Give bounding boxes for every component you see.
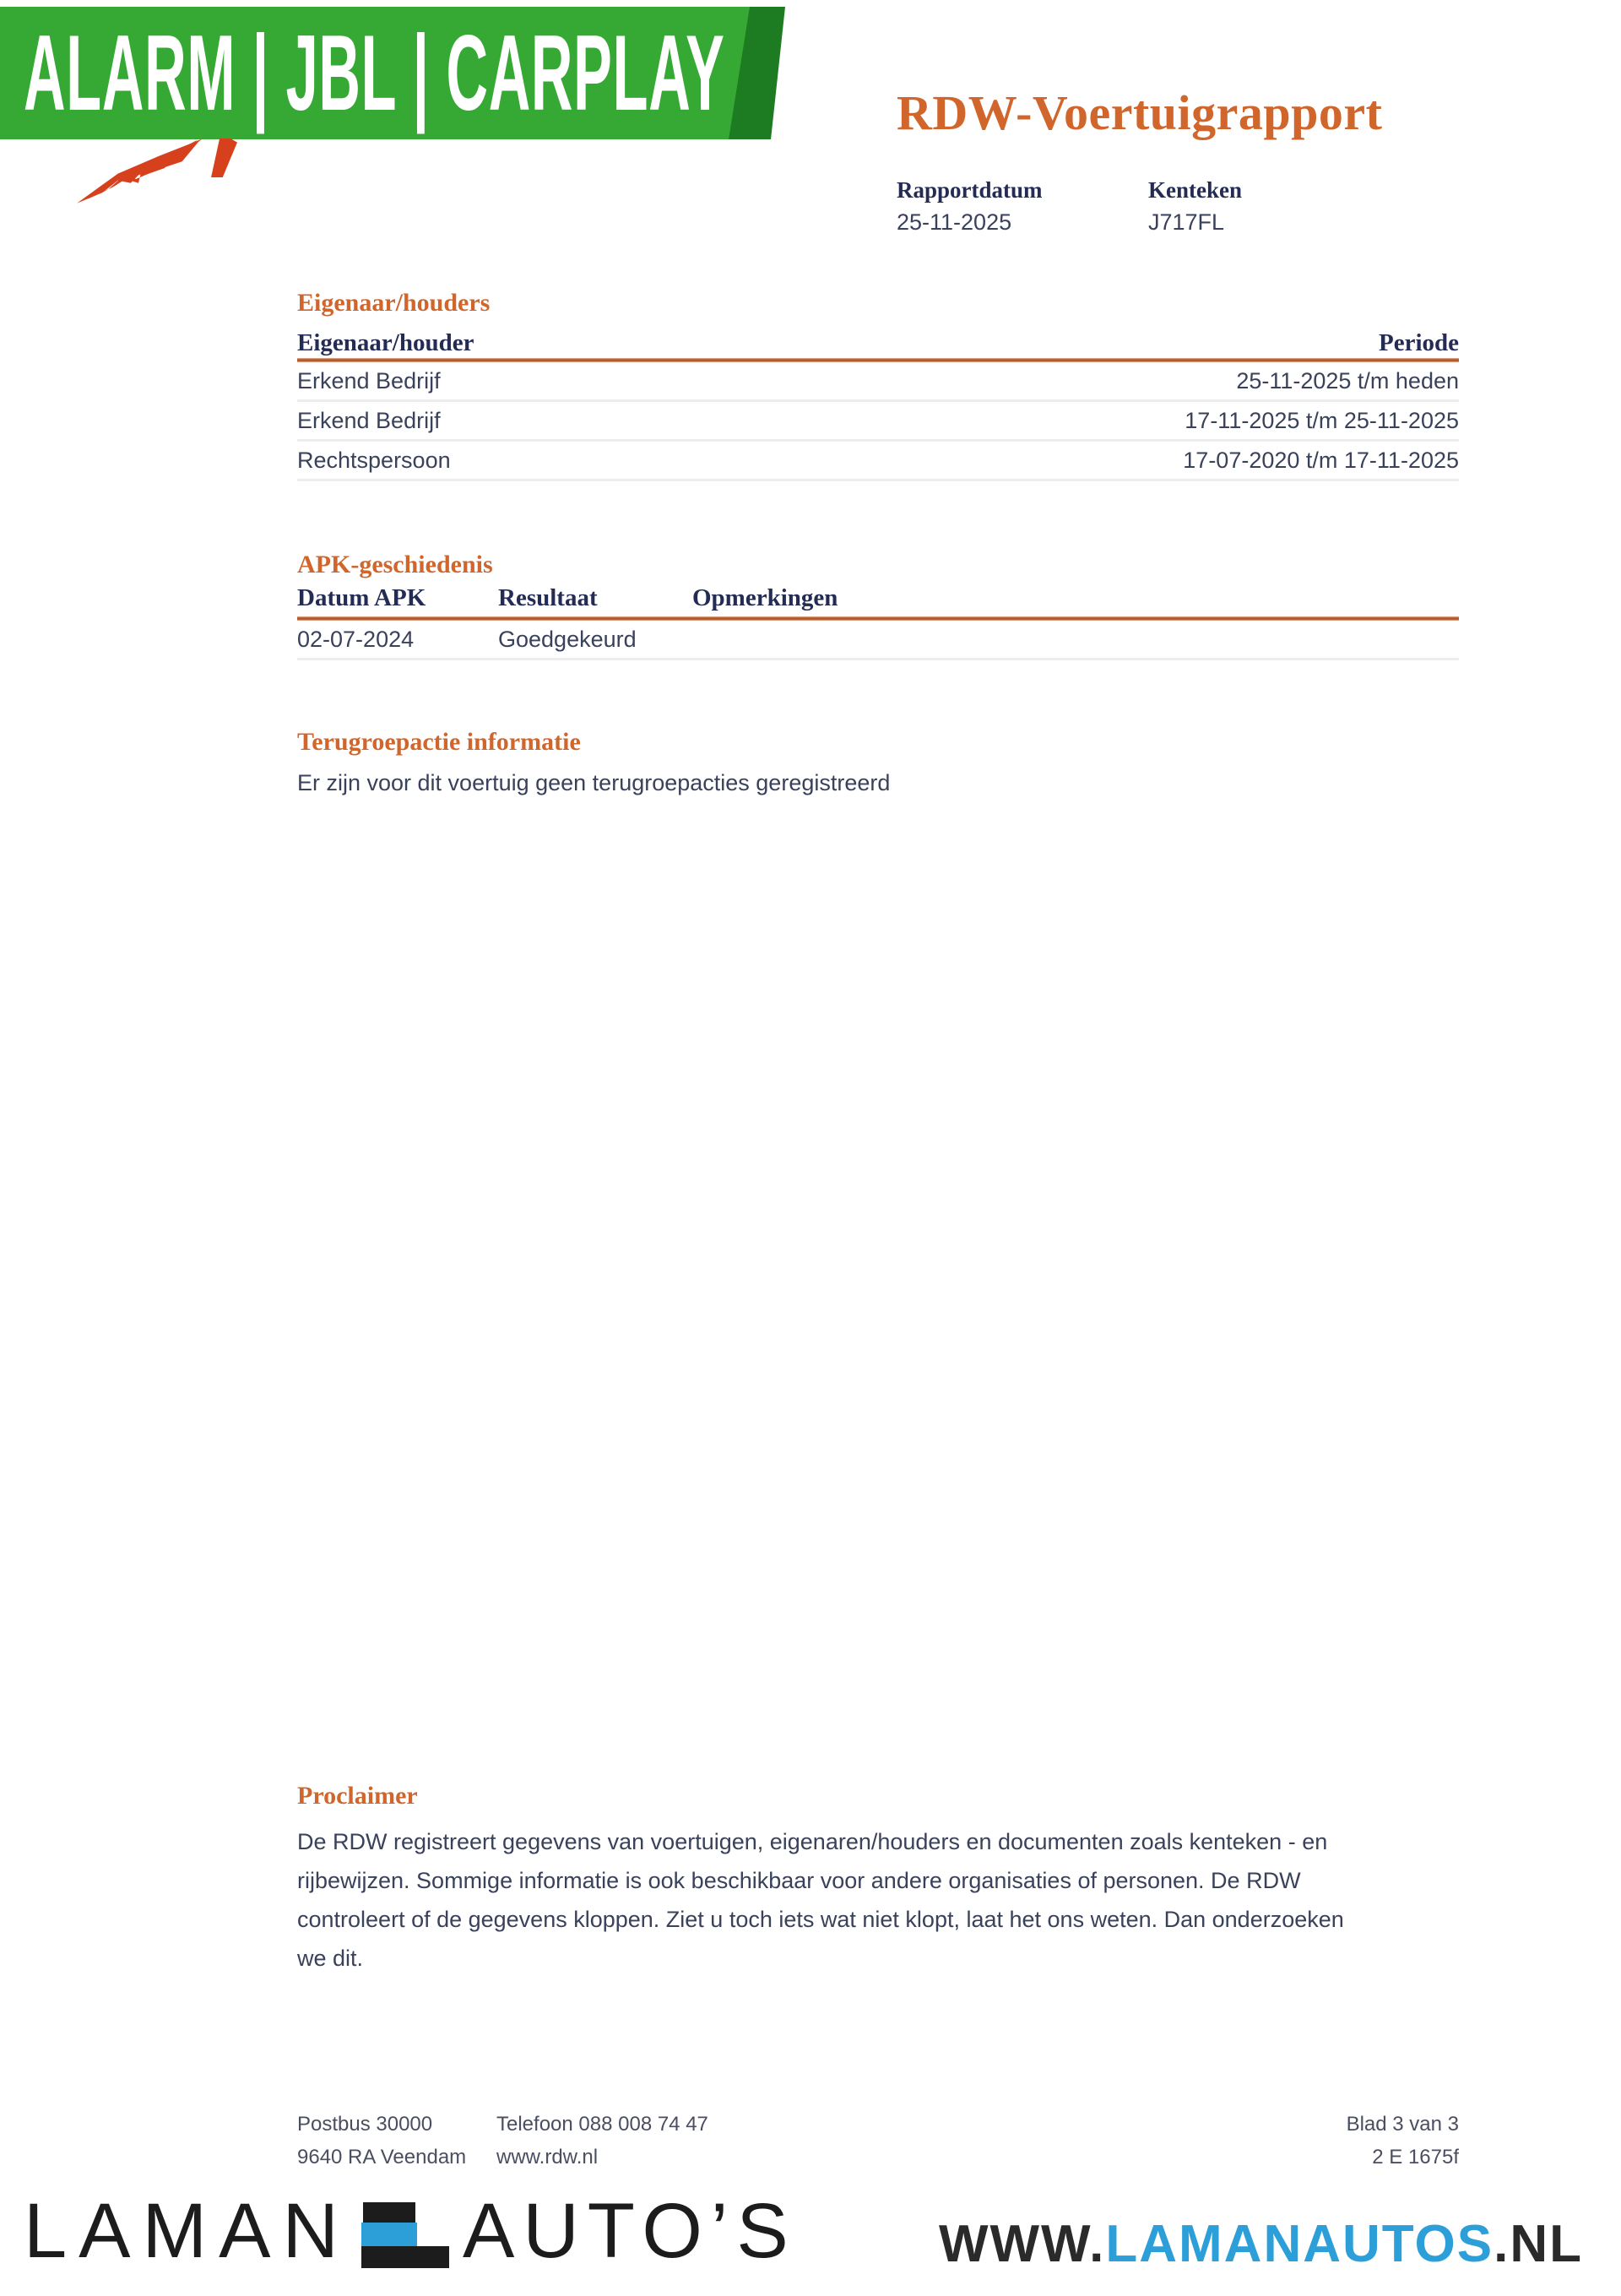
dealer-logo-top-bar [363,2202,415,2223]
owner-name: Rechtspersoon [297,447,451,473]
footer-website: www.rdw.nl [496,2146,599,2167]
dealer-website [939,2214,1583,2274]
apk-table-body [297,621,1459,660]
apk-col-remarks: Opmerkingen [692,584,838,611]
footer-row-2-clipped [297,2146,1459,2167]
dealer-logo-text-right: AUTO’S [463,2188,797,2274]
owners-col-owner: Eigenaar/houder [297,329,474,356]
owner-name: Erkend Bedrijf [297,367,441,394]
footer-phone: Telefoon 088 008 74 47 [496,2113,708,2136]
owner-row [297,362,1459,402]
dealer-website-prefix: WWW. [939,2215,1106,2273]
owners-col-period: Periode [1378,329,1459,356]
plate-value: J717FL [1148,209,1225,235]
footer-postbus: Postbus 30000 [297,2113,433,2136]
apk-section [297,551,1459,669]
owners-table-body [297,362,1459,481]
owners-table-header [297,329,1459,357]
owner-row [297,442,1459,481]
dealer-website-suffix: .NL [1494,2215,1583,2273]
promo-banner-text: ALARM | JBL | CARPLAY [24,12,725,133]
apk-result: Goedgekeurd [498,626,637,652]
footer-page-number: Blad 3 van 3 [1346,2113,1459,2136]
proclaimer-line: controleert of de gegevens kloppen. Ziet u toch iets wat niet klopt, laat het ons weten. Dan onderzoeken [297,1907,1344,1932]
report-date-value: 25-11-2025 [897,209,1012,235]
recall-text: Er zijn voor dit voertuig geen terugroepacties geregistreerd [297,770,891,795]
apk-row [297,621,1459,660]
apk-table-header [297,584,1459,612]
dealer-logo-l-icon [361,2202,449,2268]
dealer-logo-text-left: LAMAN [24,2188,350,2274]
recall-heading: Terugroepactie informatie [297,728,581,756]
owner-period: 17-11-2025 t/m 25-11-2025 [1185,407,1459,433]
proclaimer-section [297,1782,1459,2001]
owner-period: 25-11-2025 t/m heden [1236,367,1459,394]
apk-heading: APK-geschiedenis [297,551,493,578]
page-title: RDW-Voertuigrapport [897,85,1383,140]
owner-name: Erkend Bedrijf [297,407,441,433]
apk-col-result: Resultaat [498,584,598,611]
report-date-label: Rapportdatum [897,177,1043,203]
dealer-website-name: LAMANAUTOS [1105,2215,1494,2273]
apk-date: 02-07-2024 [297,626,415,652]
proclaimer-text [297,1822,1479,1978]
footer-city: 9640 RA Veendam [297,2146,467,2167]
owners-heading: Eigenaar/houders [297,289,491,317]
proclaimer-line: we dit. [297,1946,364,1971]
apk-col-date: Datum APK [297,584,426,611]
recall-section [297,728,1459,804]
proclaimer-line: De RDW registreert gegevens van voertuigen, eigenaren/houders en documenten zoals kenteken - en [297,1829,1328,1854]
dealer-logo-base-bar [361,2246,449,2268]
plate-label: Kenteken [1148,177,1242,203]
owner-period: 17-07-2020 t/m 17-11-2025 [1183,447,1459,473]
proclaimer-line: rijbewijzen. Sommige informatie is ook beschikbaar voor andere organisaties of personen. De RDW [297,1868,1301,1893]
owners-section [297,289,1459,491]
footer-row-1 [297,2113,1459,2136]
proclaimer-heading: Proclaimer [297,1782,418,1810]
footer-row-2 [297,2146,1459,2167]
owner-row [297,402,1459,442]
dealer-logo-blue-square [361,2223,417,2246]
footer-form-code: 2 E 1675f [1372,2146,1459,2167]
